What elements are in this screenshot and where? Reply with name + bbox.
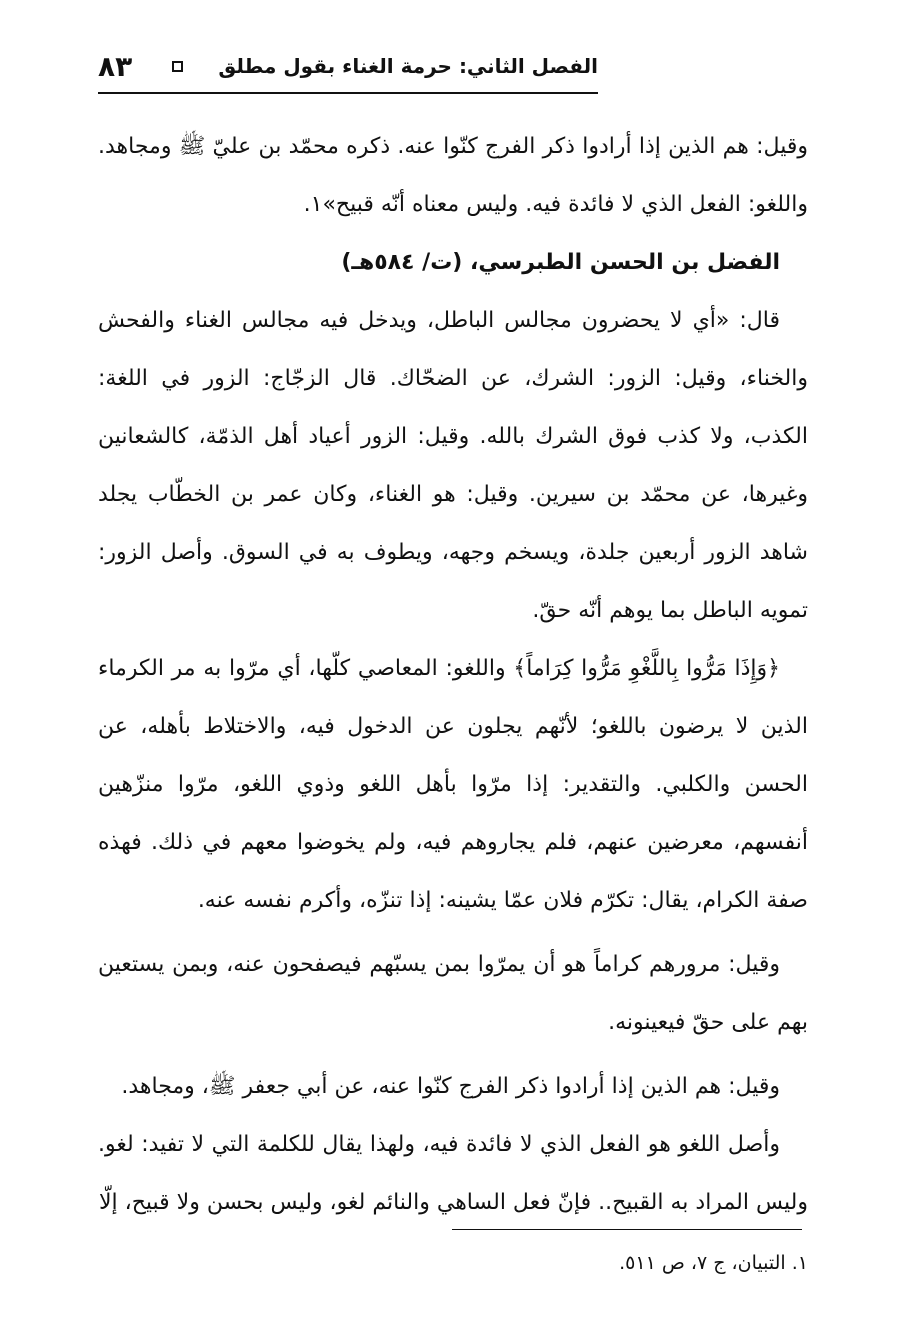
paragraph: وقيل: هم الذين إذا أرادوا ذكر الفرج كنّوا عنه. ذكره محمّد بن عليّ ﷺ ومجاهد. واللغو: الفعل الذي لا فائدة فيه. وليس معناه أنّه قبيح»١. [98, 134, 808, 217]
footnote: ١. التبيان، ج ٧، ص ٥١١. [619, 1252, 808, 1274]
page-header [98, 40, 598, 92]
paragraph: وقيل: هم الذين إذا أرادوا ذكر الفرج كنّوا عنه، عن أبي جعفر ﷺ، ومجاهد. [121, 1074, 780, 1099]
paragraph: وأصل اللغو هو الفعل الذي لا فائدة فيه، ولهذا يقال للكلمة التي لا تفيد: لغو. وليس المراد به القبيح.. فإنّ فعل الساهي والنائم لغو، وليس بحسن ولا قبيح، إلّا [98, 1132, 808, 1215]
section-heading: الفضل بن الحسن الطبرسي، (ت/ ٥٨٤هـ) [341, 250, 780, 275]
page-number: ٨٣ [98, 49, 133, 83]
paragraph: قال: «أي لا يحضرون مجالس الباطل، ويدخل فيه مجالس الغناء والفحش والخناء، وقيل: الزور: الشرك، عن الضحّاك. قال الزجّاج: الزور في اللغة: الكذب، ولا كذب فوق الشرك بالله. وقيل: الزور أعياد أهل الذمّة، كالشعانين وغيرها، عن محمّد بن سيرين. وقيل: هو الغناء، وكان عمر بن الخطّاب يجلد شاهد الزور أربعين جلدة، ويسخم وجهه، ويطوف به في السوق. وأصل الزور: تمويه الباطل بما يوهم أنّه حقّ. [98, 308, 808, 623]
square-ornament-icon [172, 61, 183, 72]
header-left [98, 50, 183, 83]
running-title: الفصل الثاني: حرمة الغناء بقول مطلق [218, 54, 598, 78]
paragraph: وقيل: مرورهم كراماً هو أن يمرّوا بمن يسبّهم فيصفحون عنه، وبمن يستعين بهم على حقّ فيعينونه. [98, 952, 808, 1035]
footnote-rule [452, 1229, 802, 1230]
body-text [98, 118, 808, 1232]
header-rule [98, 92, 598, 94]
paragraph: ﴿وَإِذَا مَرُّوا بِاللَّغْوِ مَرُّوا كِرَاماً﴾ واللغو: المعاصي كلّها، أي مرّوا به مر الكرماء الذين لا يرضون باللغو؛ لأنّهم يجلون عن الدخول فيه، والاختلاط بأهله، عن الحسن والكلبي. والتقدير: إذا مرّوا بأهل اللغو وذوي اللغو، مرّوا منزّهين أنفسهم، معرضين عنهم، فلم يجاروهم فيه، ولم يخوضوا معهم في ذلك. فهذه صفة الكرام، يقال: تكرّم فلان عمّا يشينه: إذا تنزّه، وأكرم نفسه عنه. [98, 656, 808, 913]
